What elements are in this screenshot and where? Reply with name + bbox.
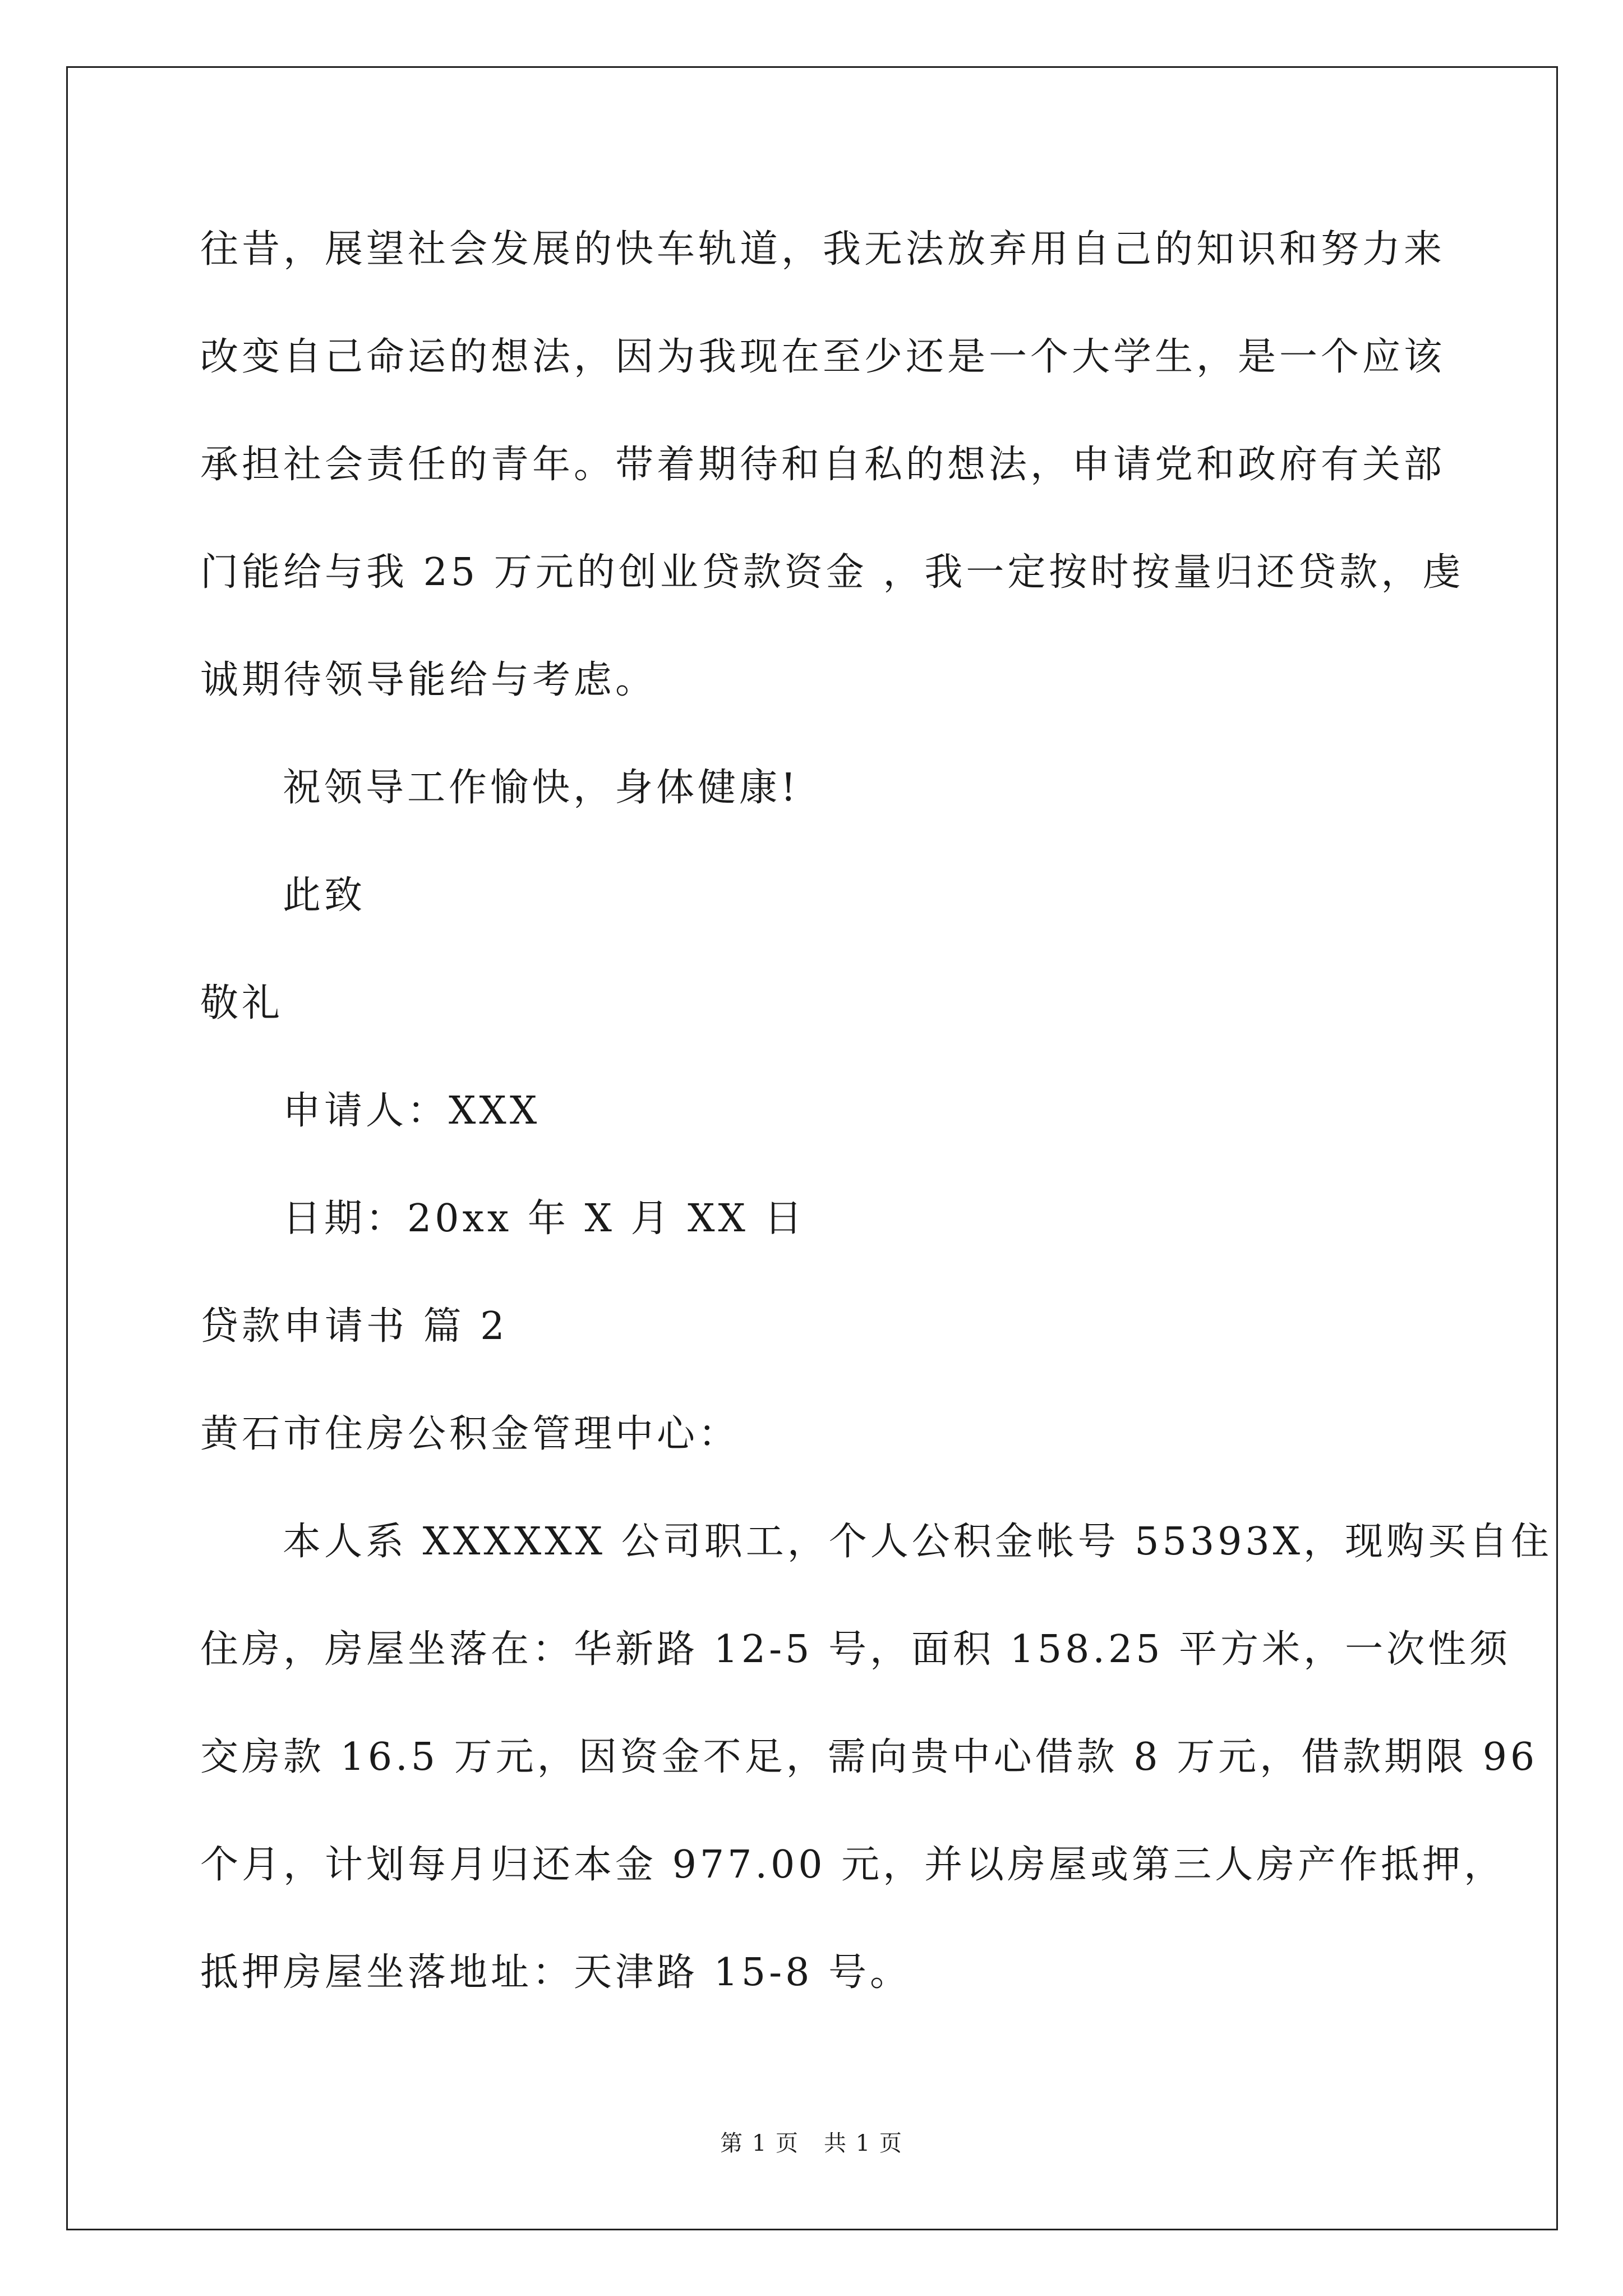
paragraph-line: 门能给与我 25 万元的创业贷款资金 ，我一定按时按量归还贷款，虔: [200, 550, 1464, 595]
applicant-name: 申请人：XXX: [283, 1089, 541, 1133]
page-number: 第 1 页: [720, 2131, 799, 2156]
paragraph-line: 个月，计划每月归还本金 977.00 元，并以房屋或第三人房产作抵押，: [200, 1843, 1506, 1887]
paragraph-line: 诚期待领导能给与考虑。: [200, 658, 657, 702]
paragraph-line: 抵押房屋坐落地址：天津路 15-8 号。: [200, 1950, 911, 1995]
closing-wish: 祝领导工作愉快，身体健康!: [283, 766, 800, 810]
recipient-line: 黄石市住房公积金管理中心：: [200, 1412, 740, 1456]
page-footer: [0, 2129, 1623, 2157]
paragraph-line: 往昔，展望社会发展的快车轨道，我无法放弃用自己的知识和努力来: [200, 227, 1446, 272]
closing-salutation: 此致: [283, 873, 366, 918]
application-date: 日期：20xx 年 X 月 XX 日: [283, 1197, 806, 1241]
total-pages: 共 1 页: [824, 2131, 903, 2156]
page-border: [66, 66, 1558, 2230]
paragraph-line: 住房，房屋坐落在：华新路 12-5 号，面积 158.25 平方米，一次性须: [200, 1627, 1511, 1672]
paragraph-line: 改变自己命运的想法，因为我现在至少还是一个大学生，是一个应该: [200, 335, 1446, 379]
paragraph-line: 承担社会责任的青年。带着期待和自私的想法，申请党和政府有关部: [200, 443, 1446, 487]
paragraph-line: 本人系 XXXXXX 公司职工，个人公积金帐号 55393X，现购买自住: [283, 1520, 1553, 1564]
paragraph-line: 交房款 16.5 万元，因资金不足，需向贵中心借款 8 万元，借款期限 96: [200, 1735, 1538, 1779]
section-heading: 贷款申请书 篇 2: [200, 1304, 508, 1349]
closing-regards: 敬礼: [200, 981, 284, 1025]
